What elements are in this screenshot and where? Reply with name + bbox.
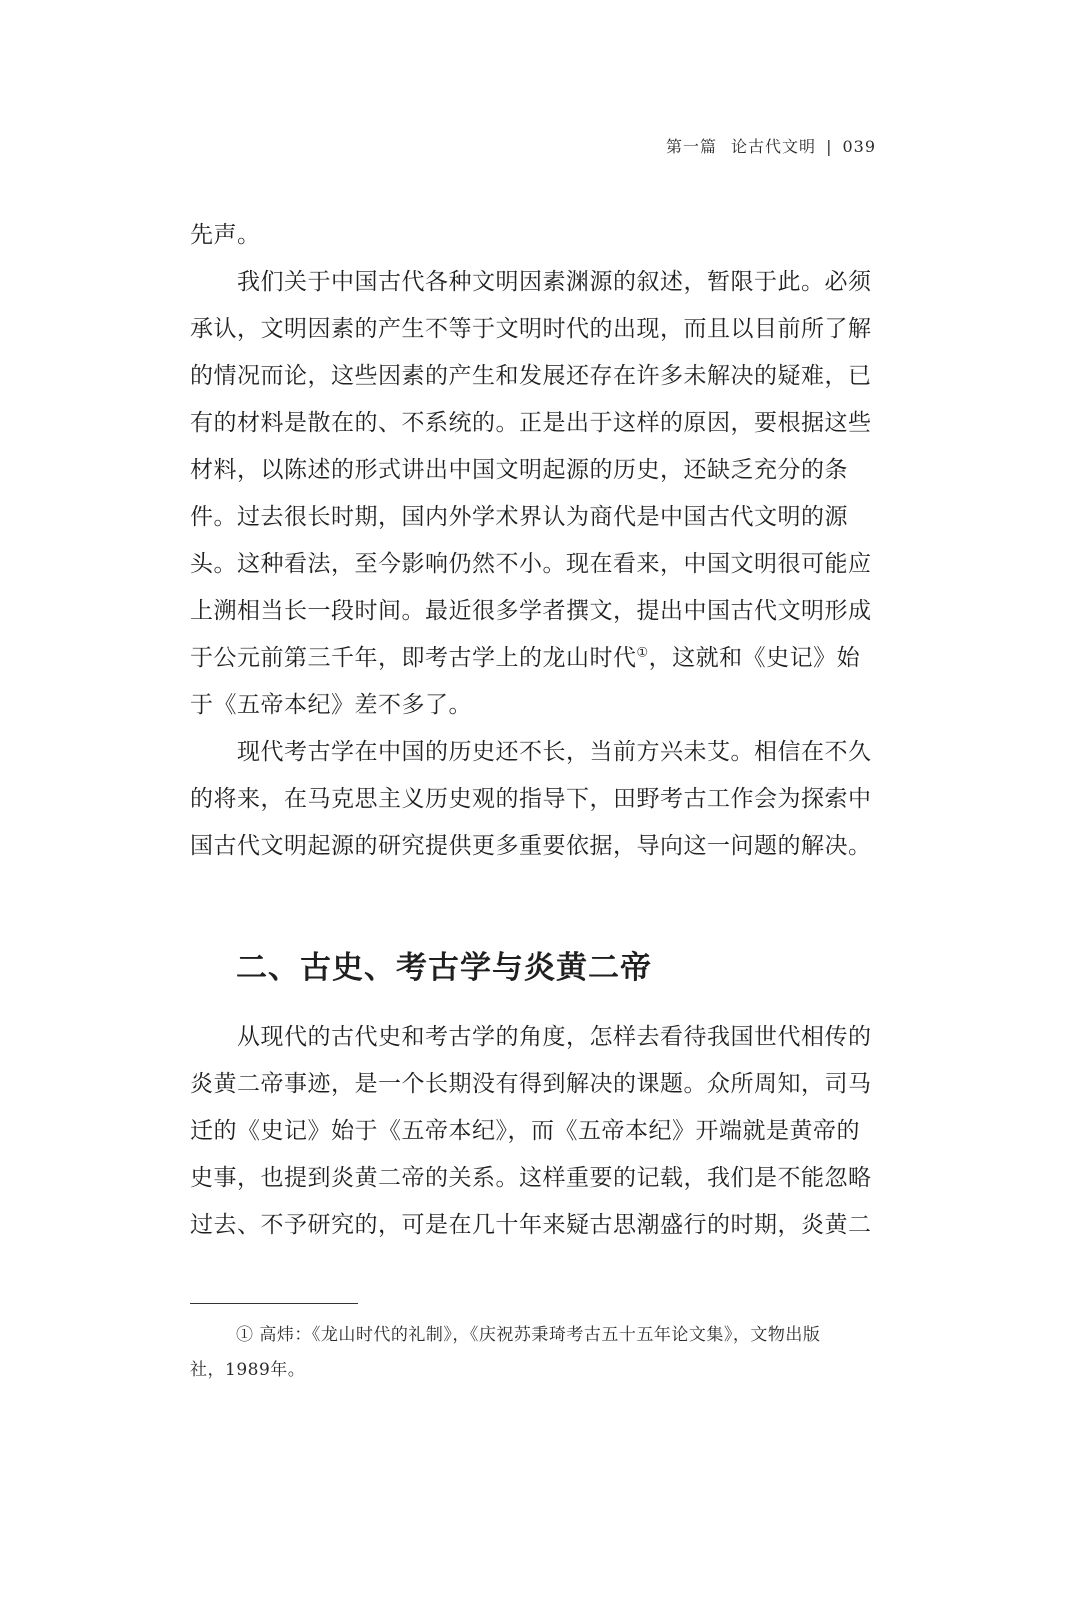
text-line: 国古代文明起源的研究提供更多重要依据，导向这一问题的解决。 <box>190 833 872 859</box>
text-line: 过去、不予研究的，可是在几十年来疑古思潮盛行的时期，炎黄二 <box>190 1212 872 1238</box>
text-line: 现代考古学在中国的历史还不长，当前方兴未艾。相信在不久 <box>190 739 872 765</box>
text-line: 的情况而论，这些因素的产生和发展还存在许多未解决的疑难，已 <box>190 363 872 389</box>
text-line: 材料，以陈述的形式讲出中国文明起源的历史，还缺乏充分的条 <box>190 457 848 483</box>
text-line: 我们关于中国古代各种文明因素渊源的叙述，暂限于此。必须 <box>190 269 872 295</box>
text-line: 有的材料是散在的、不系统的。正是出于这样的原因，要根据这些 <box>190 410 872 436</box>
running-head-separator: | <box>826 137 833 156</box>
text-line: 炎黄二帝事迹，是一个长期没有得到解决的课题。众所周知，司马 <box>190 1071 872 1097</box>
text-line: 史事，也提到炎黄二帝的关系。这样重要的记载，我们是不能忽略 <box>190 1165 872 1191</box>
text-line: 于《五帝本纪》差不多了。 <box>190 692 472 718</box>
text-span: 于公元前第三千年，即考古学上的龙山时代 <box>190 645 637 671</box>
text-line: 件。过去很长时期，国内外学术界认为商代是中国古代文明的源 <box>190 504 848 530</box>
text-line: 从现代的古代史和考古学的角度，怎样去看待我国世代相传的 <box>190 1024 872 1050</box>
text-line: 迁的《史记》始于《五帝本纪》，而《五帝本纪》开端就是黄帝的 <box>190 1118 860 1144</box>
footnote-reference[interactable]: ① <box>636 645 649 661</box>
section-heading: 二、古史、考古学与炎黄二帝 <box>236 950 652 986</box>
text-line-with-footnote <box>190 643 880 673</box>
text-line: 的将来，在马克思主义历史观的指导下，田野考古工作会为探索中 <box>190 786 872 812</box>
text-line: 头。这种看法，至今影响仍然不小。现在看来，中国文明很可能应 <box>190 551 872 577</box>
running-head-title: 论古代文明 <box>731 137 817 156</box>
page-number: 039 <box>842 137 876 156</box>
running-head-part: 第一篇 <box>666 137 718 156</box>
footnote-divider <box>190 1303 358 1304</box>
text-line: 承认，文明因素的产生不等于文明时代的出现，而且以目前所了解 <box>190 316 872 342</box>
text-line: 上溯相当长一段时间。最近很多学者撰文，提出中国古代文明形成 <box>190 598 872 624</box>
text-span: ，这就和《史记》始 <box>648 645 861 671</box>
footnote-line-2: 社，1989年。 <box>190 1360 306 1380</box>
running-head <box>666 134 876 157</box>
text-line: 先声。 <box>190 222 261 248</box>
footnote-line-1: ① 高炜：《龙山时代的礼制》，《庆祝苏秉琦考古五十五年论文集》，文物出版 <box>236 1325 821 1345</box>
